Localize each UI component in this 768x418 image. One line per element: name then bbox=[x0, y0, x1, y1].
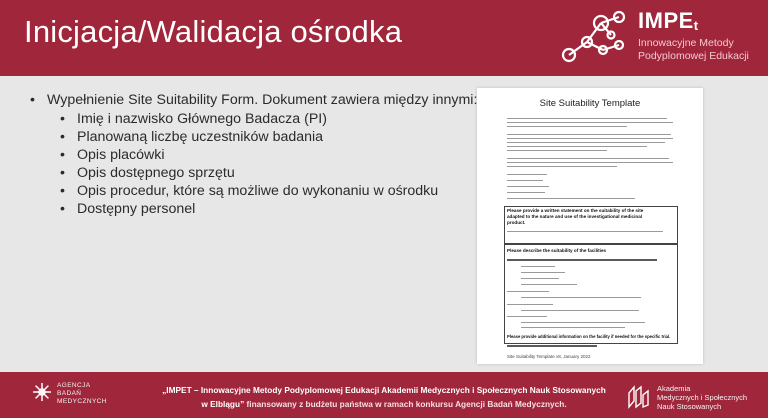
text-line bbox=[507, 150, 607, 151]
text-line bbox=[521, 322, 645, 323]
document-section-heading: adapted to the nature and use of the investigational medicinal bbox=[507, 214, 643, 219]
text-line bbox=[507, 142, 665, 143]
list-item: • Opis placówki bbox=[60, 146, 477, 164]
abm-logo-text: MEDYCZNYCH bbox=[57, 398, 107, 405]
university-logo-icon bbox=[625, 383, 653, 411]
university-logo-text: Akademia bbox=[657, 384, 691, 393]
text-line bbox=[507, 134, 671, 135]
text-line bbox=[507, 180, 543, 181]
text-line bbox=[521, 272, 565, 273]
text-line bbox=[507, 162, 673, 163]
text-line bbox=[521, 266, 555, 267]
university-logo-text: Medycznych i Społecznych bbox=[657, 393, 748, 402]
document-footer: Site Suitability Template v8, January 2022 bbox=[507, 354, 591, 359]
logo-subtitle-line1: Innowacyjne Metody bbox=[638, 37, 734, 49]
text-line bbox=[507, 259, 657, 261]
list-item: • Dostępny personel bbox=[60, 200, 477, 218]
footer-funding-text: „IMPET – Innowacyjne Metody Podyplomowej Edukacji Akademii Medycznych i Społecznych Nauk Stosowanych w Elblągu” finansowany z budżetu państwa w ramach konkursu Agencji Badań Medycznych. bbox=[162, 385, 606, 409]
abm-logo-text: AGENCJA bbox=[57, 382, 91, 389]
text-line bbox=[507, 192, 545, 193]
document-section-heading: product. bbox=[507, 220, 526, 225]
text-line bbox=[507, 126, 627, 127]
text-line bbox=[507, 316, 547, 317]
document-title: Site Suitability Template bbox=[539, 98, 641, 109]
text-line bbox=[507, 138, 673, 139]
text-line bbox=[507, 231, 663, 232]
text-line bbox=[521, 284, 577, 285]
text-line bbox=[507, 345, 597, 347]
molecule-icon bbox=[555, 5, 635, 69]
document-section-heading: Please provide a written statement on the suitability of the site bbox=[507, 208, 644, 213]
document-section-heading: Please describe the suitability of the facilities bbox=[507, 248, 607, 253]
text-line bbox=[507, 166, 617, 167]
text-line bbox=[507, 304, 553, 305]
text-line bbox=[507, 198, 635, 199]
abm-logo-text: BADAŃ bbox=[57, 390, 82, 397]
list-item: • Opis dostępnego sprzętu bbox=[60, 164, 477, 182]
document-thumbnail bbox=[477, 88, 703, 364]
list-item: • Opis procedur, które są możliwe do wykonaniu w ośrodku bbox=[60, 182, 477, 200]
text-line bbox=[507, 158, 669, 159]
text-line bbox=[507, 146, 647, 147]
abm-logo-icon bbox=[31, 381, 53, 403]
document-section-heading: Please provide additional information on the facility if needed for the specific trial. bbox=[507, 334, 671, 339]
text-line bbox=[521, 327, 625, 328]
text-line bbox=[507, 186, 549, 187]
text-line bbox=[507, 122, 673, 123]
list-item: • Planowaną liczbę uczestników badania bbox=[60, 128, 477, 146]
logo-name: IMPEt bbox=[638, 8, 699, 33]
text-line bbox=[521, 310, 639, 311]
content-list bbox=[30, 92, 477, 218]
text-line bbox=[507, 118, 667, 119]
slide-title: Inicjacja/Walidacja ośrodka bbox=[24, 14, 403, 49]
sub-list bbox=[30, 110, 477, 218]
text-line bbox=[507, 291, 549, 292]
logo-subtitle-line2: Podyplomowej Edukacji bbox=[638, 50, 749, 62]
list-item: • Imię i nazwisko Głównego Badacza (PI) bbox=[60, 110, 477, 128]
lead-bullet: • Wypełnienie Site Suitability Form. Dokument zawiera między innymi: bbox=[30, 92, 477, 110]
text-line bbox=[521, 297, 641, 298]
text-line bbox=[521, 278, 559, 279]
text-line bbox=[507, 174, 547, 175]
university-logo-text: Nauk Stosowanych bbox=[657, 402, 722, 411]
